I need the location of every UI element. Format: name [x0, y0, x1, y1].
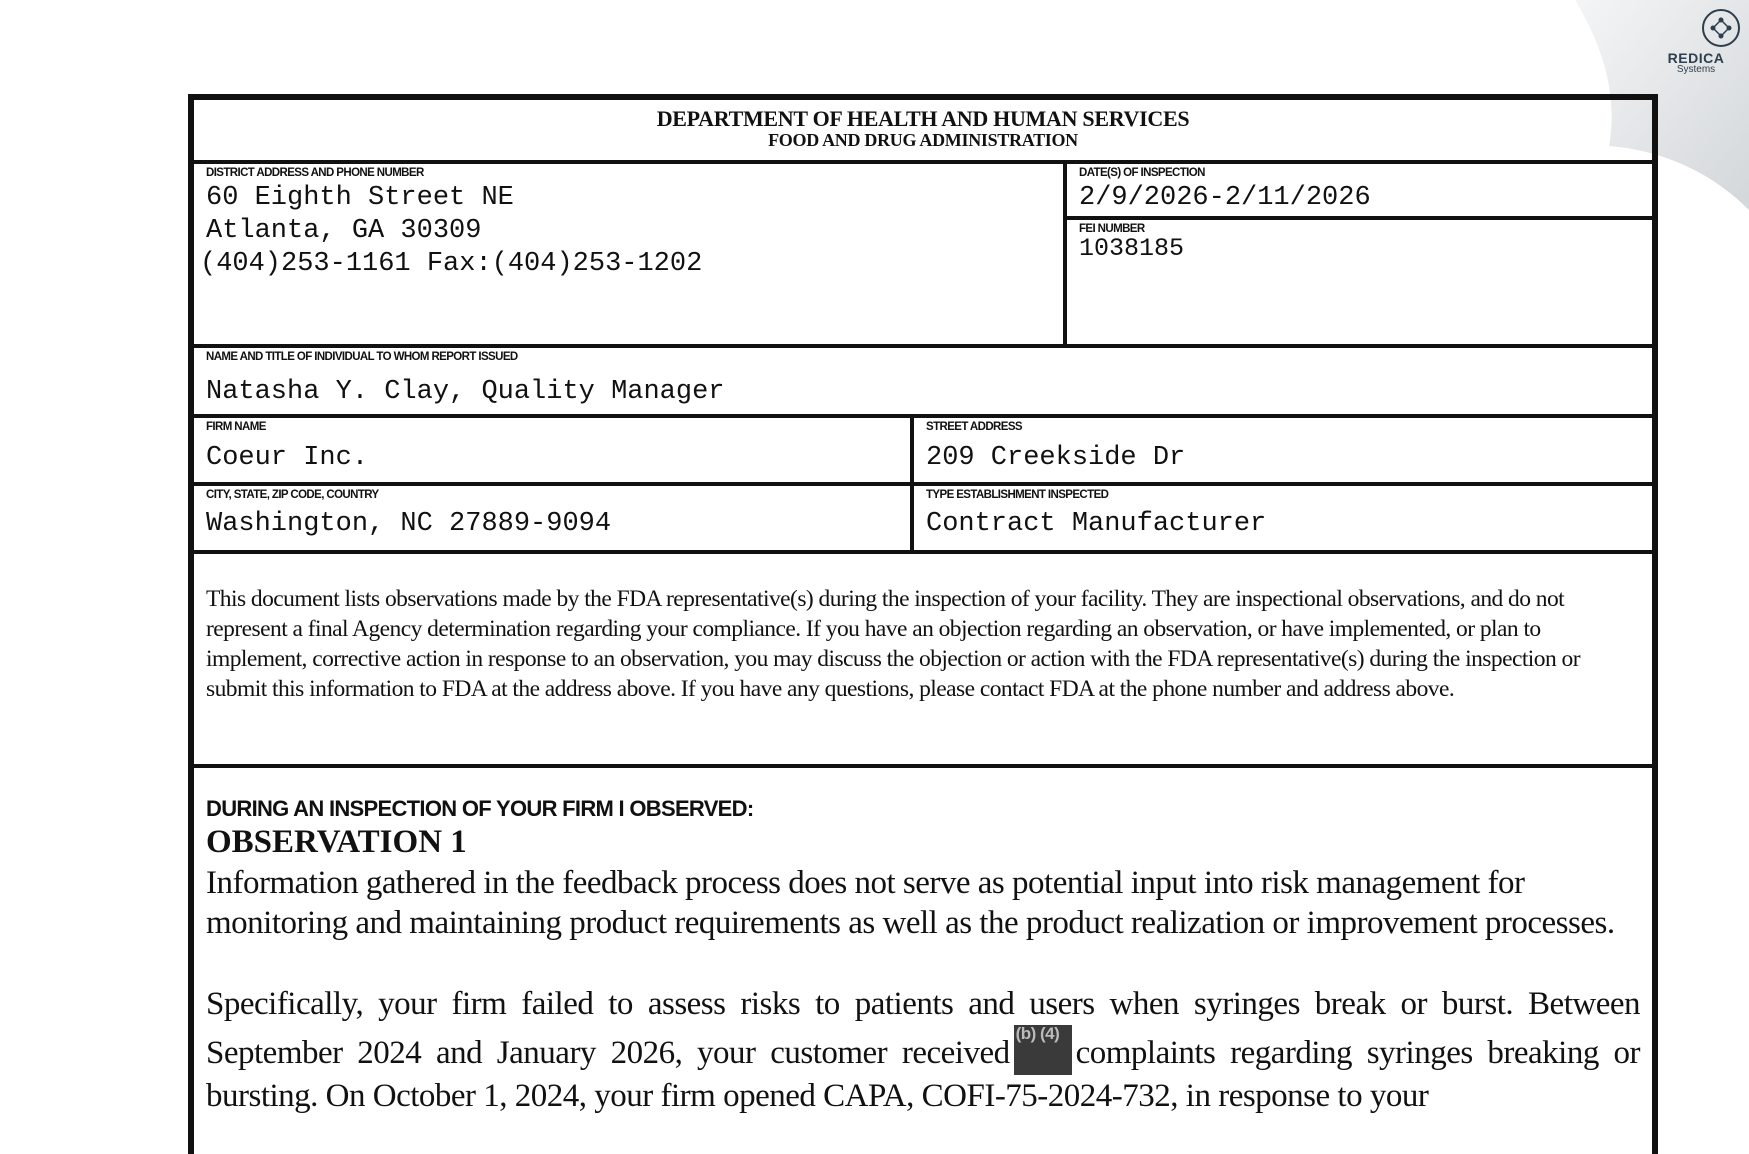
fei-value: 1038185 [1079, 234, 1185, 263]
city-value: Washington, NC 27889-9094 [206, 509, 612, 539]
district-row [194, 164, 1652, 348]
form-header [194, 100, 1652, 164]
district-label: DISTRICT ADDRESS AND PHONE NUMBER [206, 167, 424, 179]
individual-cell [194, 348, 724, 414]
city-cell [194, 486, 914, 550]
brand-name: REDICA [1667, 50, 1725, 66]
district-line1: 60 Eighth Street NE [206, 183, 514, 213]
observed-heading: DURING AN INSPECTION OF YOUR FIRM I OBSERVED: [206, 796, 754, 821]
individual-row [194, 348, 1652, 418]
dates-block [1067, 164, 1652, 216]
district-phone: (404)253-1161 Fax:(404)253-1202 [200, 249, 703, 279]
spec-text-part1: Specifically, your firm failed to assess risks to patients and users when syringes break or burst. Between September 2024 and January 2026, your customer received [206, 986, 1640, 1071]
fda-483-form [188, 94, 1658, 1154]
firm-cell [194, 418, 914, 482]
spec-text-part2: complaints regarding syringes breaking or bursting. On October 1, 2024, your firm opened CAPA, COFI-75-2024-732, in response to your [206, 1035, 1640, 1114]
inspection-cell [1067, 164, 1652, 344]
type-label: TYPE ESTABLISHMENT INSPECTED [926, 489, 1109, 501]
fei-label: FEI NUMBER [1079, 223, 1145, 235]
observation-statement: Information gathered in the feedback process does not serve as potential input into risk management for monitoring and maintaining product requirements as well as the product realization or improvement processes. [206, 865, 1615, 941]
department-title: DEPARTMENT OF HEALTH AND HUMAN SERVICES [656, 106, 1190, 131]
brand-logo [1651, 8, 1741, 75]
agency-title: FOOD AND DRUG ADMINISTRATION [768, 130, 1078, 150]
redaction-box [1014, 1025, 1072, 1075]
street-value: 209 Creekside Dr [926, 443, 1186, 473]
type-value: Contract Manufacturer [926, 509, 1267, 539]
city-label: CITY, STATE, ZIP CODE, COUNTRY [206, 489, 379, 501]
observation-title: OBSERVATION 1 [206, 824, 467, 860]
street-cell [914, 418, 1652, 482]
dates-label: DATE(S) OF INSPECTION [1079, 167, 1205, 179]
district-cell [194, 164, 1067, 344]
individual-value: Natasha Y. Clay, Quality Manager [206, 377, 725, 407]
firm-label: FIRM NAME [206, 421, 266, 433]
disclaimer-text: This document lists observations made by the FDA representative(s) during the inspection of your facility. They are inspectional observations, and do not represent a final Agency determination regarding your compliance. If you have an objection regarding an observation, or have implemented, or plan to implement, corrective action in response to an observation, you may discuss the objection or action with the FDA representative(s) during the inspection or submit this information to FDA at the address above. If you have any questions, please contact FDA at the phone number and address above. [194, 554, 1652, 768]
redaction-code: (b) (4) [1015, 1024, 1060, 1043]
network-logo-icon [1676, 8, 1716, 48]
type-cell [914, 486, 1652, 550]
city-row [194, 486, 1652, 554]
firm-row [194, 418, 1652, 486]
observation-specifics [206, 983, 1640, 1117]
observation-section [194, 768, 1652, 1117]
brand-sub: Systems [1676, 64, 1716, 75]
firm-value: Coeur Inc. [206, 443, 369, 473]
street-label: STREET ADDRESS [926, 421, 1022, 433]
district-line2: Atlanta, GA 30309 [206, 216, 482, 246]
fei-block [1067, 216, 1652, 262]
individual-label: NAME AND TITLE OF INDIVIDUAL TO WHOM REPORT ISSUED [206, 351, 518, 363]
dates-value: 2/9/2026-2/11/2026 [1079, 183, 1371, 213]
